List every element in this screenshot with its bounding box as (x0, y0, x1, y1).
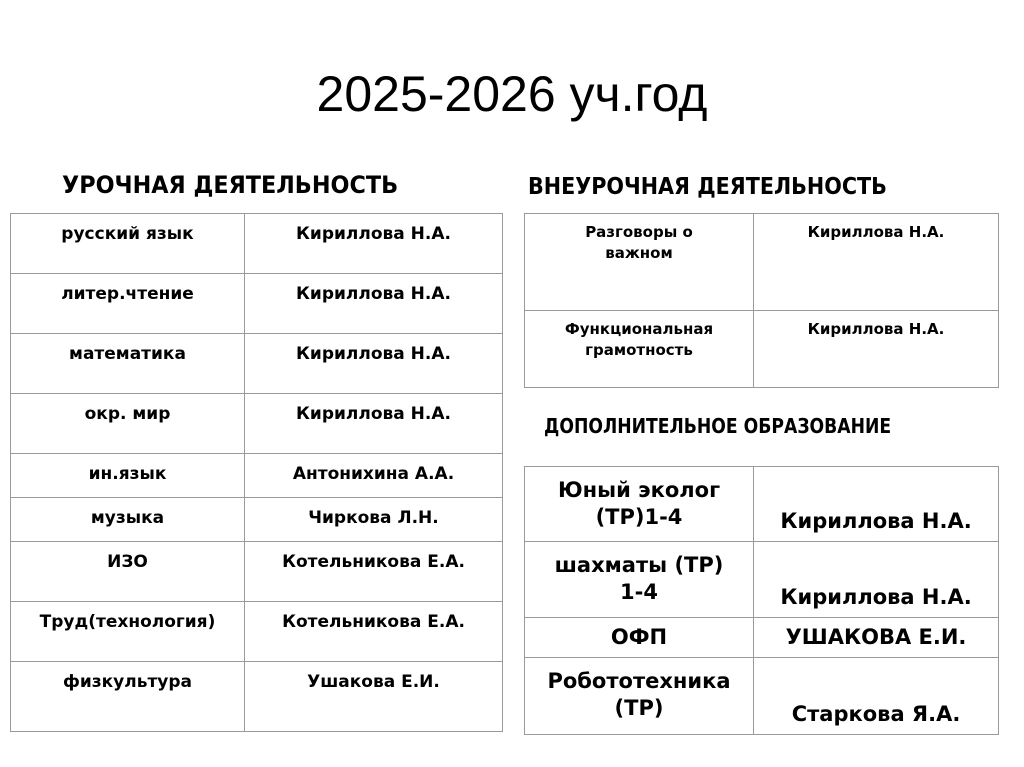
course-name-line: (ТР)1-4 (595, 505, 683, 529)
subject-cell: Труд(технология) (11, 602, 245, 662)
teacher-cell: Антонихина А.А. (245, 454, 503, 498)
teacher-cell: Кириллова Н.А. (245, 394, 503, 454)
activity-name-cell (525, 311, 754, 388)
table-row (11, 394, 503, 454)
course-name-cell (525, 658, 754, 735)
table-row (11, 334, 503, 394)
teacher-cell: Кириллова Н.А. (754, 467, 999, 542)
teacher-cell: Котельникова Е.А. (245, 602, 503, 662)
teacher-cell: Котельникова Е.А. (245, 542, 503, 602)
teacher-cell: Кириллова Н.А. (245, 214, 503, 274)
subject-cell: математика (11, 334, 245, 394)
table-row (11, 274, 503, 334)
additional-education-table (524, 466, 999, 735)
table-row (525, 658, 999, 735)
course-name-line: Робототехника (547, 669, 731, 693)
course-name-line: (ТР) (614, 696, 664, 720)
teacher-cell: Кириллова Н.А. (754, 311, 999, 388)
additional-education-heading: ДОПОЛНИТЕЛЬНОЕ ОБРАЗОВАНИЕ (544, 414, 892, 438)
subject-cell: ин.язык (11, 454, 245, 498)
table-row (11, 662, 503, 732)
subject-cell: русский язык (11, 214, 245, 274)
course-name-line: шахматы (ТР) (554, 553, 724, 577)
course-name-cell: ОФП (525, 618, 754, 658)
table-row (525, 467, 999, 542)
teacher-cell: Старкова Я.А. (754, 658, 999, 735)
teacher-cell: Чиркова Л.Н. (245, 498, 503, 542)
subject-cell: окр. мир (11, 394, 245, 454)
activity-name-cell (525, 214, 754, 311)
extracurricular-activity-table (524, 213, 999, 388)
table-row (525, 214, 999, 311)
table-row (525, 618, 999, 658)
activity-name-line: Функциональная (564, 320, 714, 338)
table-row (525, 542, 999, 618)
table-row (525, 311, 999, 388)
lesson-activity-heading: УРОЧНАЯ ДЕЯТЕЛЬНОСТЬ (62, 171, 399, 199)
table-row (11, 602, 503, 662)
activity-name-line: грамотность (585, 341, 693, 359)
activity-name-line: важном (605, 244, 673, 262)
extracurricular-activity-heading: ВНЕУРОЧНАЯ ДЕЯТЕЛЬНОСТЬ (528, 174, 887, 200)
table-row (11, 542, 503, 602)
teacher-cell: Кириллова Н.А. (245, 274, 503, 334)
subject-cell: физкультура (11, 662, 245, 732)
course-name-line: Юный эколог (557, 478, 721, 502)
course-name-line: 1-4 (620, 580, 658, 604)
teacher-cell: УШАКОВА Е.И. (754, 618, 999, 658)
slide-title: 2025-2026 уч.год (316, 66, 708, 122)
table-row (11, 498, 503, 542)
teacher-cell: Ушакова Е.И. (245, 662, 503, 732)
teacher-cell: Кириллова Н.А. (245, 334, 503, 394)
subject-cell: литер.чтение (11, 274, 245, 334)
table-row (11, 214, 503, 274)
teacher-cell: Кириллова Н.А. (754, 542, 999, 618)
course-name-cell (525, 542, 754, 618)
table-row (11, 454, 503, 498)
course-name-cell (525, 467, 754, 542)
teacher-cell: Кириллова Н.А. (754, 214, 999, 311)
lesson-activity-table (10, 213, 503, 732)
subject-cell: ИЗО (11, 542, 245, 602)
activity-name-line: Разговоры о (585, 223, 693, 241)
subject-cell: музыка (11, 498, 245, 542)
